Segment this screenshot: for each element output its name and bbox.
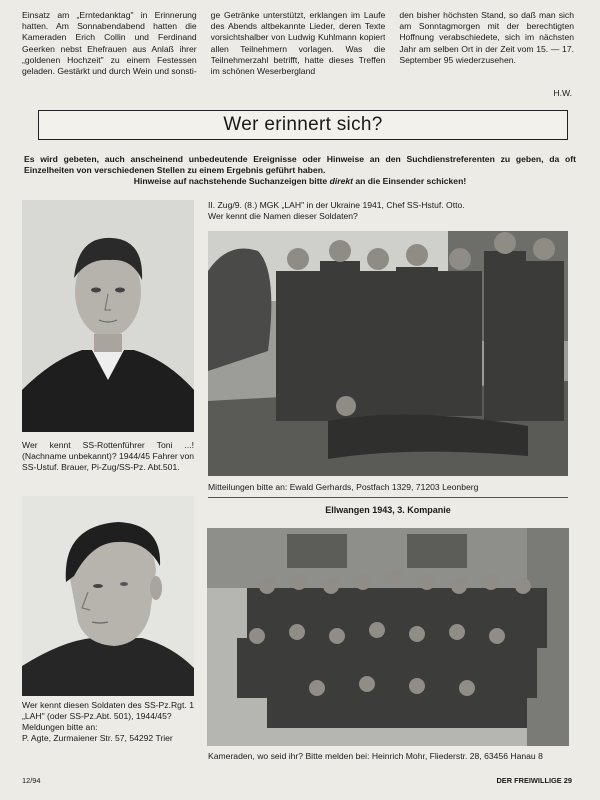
portrait-photo-soldier (22, 496, 194, 696)
caption-photo-soldier: Wer kennt diesen Soldaten des SS-Pz.Rgt. 1 „LAH" (oder SS-Pz.Abt. 501), 1944/45? Meldungen bitte an: P. Agte, Zurmaiener Str. 57, 54292 Trier (22, 700, 194, 743)
section-heading: Wer erinnert sich? (223, 114, 383, 135)
subheading-ellwangen: Ellwangen 1943, 3. Kompanie (325, 505, 451, 515)
section-heading-box (38, 110, 568, 140)
caption-photo-toni: Wer kennt SS-Rottenführer Toni ...! (Nachname unbekannt)? 1944/45 Fahrer von SS-Ustuf. Brauer, Pi-Zug/SS-Pz. Abt.501. (22, 440, 194, 472)
footer-issue: 12/94 (22, 776, 41, 785)
group-photo-ukraine (208, 231, 568, 476)
intro-text (24, 154, 576, 188)
portrait-photo-toni (22, 200, 194, 432)
intro-line-2: Hinweise auf nachstehende Suchanzeigen bitte direkt an die Einsender schicken! (133, 176, 467, 187)
group-photo-ellwangen (207, 528, 569, 746)
footer-page-number: DER FREIWILLIGE 29 (496, 776, 572, 785)
caption-group-photo-ellwangen: Kameraden, wo seid ihr? Bitte melden bei: Heinrich Mohr, Fliederstr. 28, 63456 Hanau 8 (208, 751, 543, 761)
intro-line-1: Es wird gebeten, auch anscheinend unbedeutende Ereignisse oder Hinweise an den Suchdienstreferenten zu geben, da oft Einzelheiten von verschiedenen Stellen zu einem Ergebnis geführt haben. (24, 154, 576, 176)
article-column-2: ge Getränke unterstützt, erklangen im Laufe des Abends altbekannte Lieder, deren Texte vorsichtshalber von Ludwig Kuhlmann kopiert allen Teilnehmern vorlagen. Was die Teilnehmerzahl betrifft, hatte dieses Treffen im schönen Weserbergland (210, 10, 386, 77)
article-columns (22, 10, 574, 105)
article-signature: H.W. (553, 88, 572, 98)
contact-line-gerhards: Mitteilungen bitte an: Ewald Gerhards, Postfach 1329, 71203 Leonberg (208, 482, 479, 492)
section-divider (208, 497, 568, 498)
article-column-1: Einsatz am „Erntedanktag" in Erinnerung hatten. Am Sonnabendabend hatten die Kameraden Erich Collin und Ferdinand Geerken nebst Ehefrauen aus Anlaß ihrer „goldenen Hochzeit" zu einem Festessen geladen. Gestärkt und durch Wein und sonsti- (22, 10, 197, 77)
caption-group-photo-ukraine: II. Zug/9. (8.) MGK „LAH" in der Ukraine 1941, Chef SS-Hstuf. Otto. Wer kennt die Namen dieser Soldaten? (208, 200, 465, 221)
article-column-3: den bisher höchsten Stand, so daß man sich am Sonntagmorgen mit der berechtigten Hoffnung verabschiedete, sich im nächsten Jahr am selben Ort in der Zeit vom 15. — 17. September 95 wiederzusehen. (399, 10, 575, 65)
